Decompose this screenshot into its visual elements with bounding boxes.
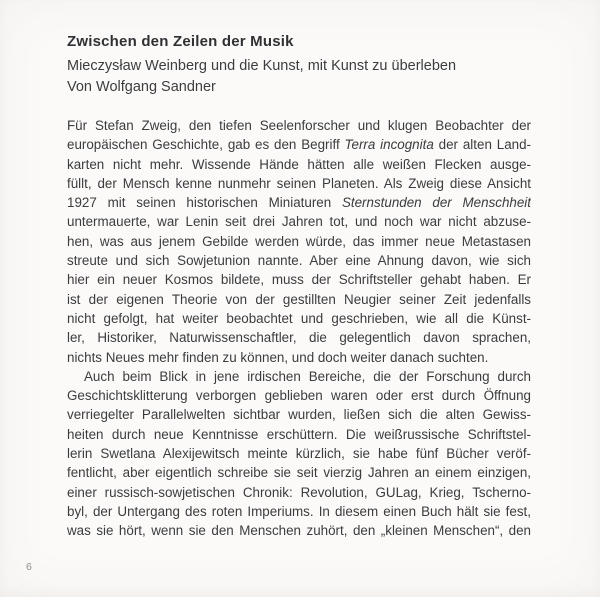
body-line: was sie hört, wenn sie den Menschen zuhört, den „kleinen Menschen“, den [67, 523, 531, 539]
page-number: 6 [26, 561, 32, 573]
body-line: byl, der Untergang des roten Imperiums. In diesem einen Buch hält sie fest, [67, 503, 531, 519]
body-line: lerin Swetlana Alexijewitsch meinte kürzlich, sie habe fünf Bücher veröf- [67, 446, 531, 462]
body-line: nicht gefolgt, hat weiter beobachtet und geschrieben, wie all die Künst- [67, 310, 531, 326]
page-title: Zwischen den Zeilen der Musik [67, 33, 294, 50]
body-line: einer russisch-sowjetischen Chronik: Revolution, GULag, Krieg, Tscherno- [67, 484, 531, 500]
body-line: fentlicht, aber eigentlich schreibe sie seit vierzig Jahren an einem einzigen, [67, 465, 531, 481]
body-line: hier ein neuer Kosmos bildete, muss der Schriftsteller gehabt haben. Er [67, 272, 531, 288]
body-line: verriegelter Parallelwelten sichtbar wurden, ließen sich die alten Gewiss- [67, 407, 531, 423]
body-line: füllt, der Mensch kenne nunmehr seinen Planeten. Als Zweig diese Ansicht [67, 175, 531, 191]
body-line: 1927 mit seinen historischen Miniaturen Sternstunden der Menschheit [67, 195, 531, 211]
body-line: europäischen Geschichte, gab es den Begriff Terra incognita der alten Land- [67, 137, 531, 153]
body-line: ist der eigenen Theorie von der gestillten Neugier seiner Zeit jedenfalls [67, 291, 531, 307]
body-text [67, 116, 531, 541]
byline: Von Wolfgang Sandner [67, 79, 216, 95]
body-line: heiten durch neue Kenntnisse erschüttern. Die weißrussische Schriftstel- [67, 426, 531, 442]
body-line: streute und sich Sowjetunion nannte. Aber eine Ahnung davon, wie sich [67, 253, 531, 269]
body-line: ler, Historiker, Naturwissenschaftler, die gelegentlich davon sprachen, [67, 330, 531, 346]
body-line: Auch beim Blick in jene irdischen Bereiche, die der Forschung durch [84, 368, 531, 384]
subtitle: Mieczysław Weinberg und die Kunst, mit Kunst zu überleben [67, 58, 457, 74]
body-line: nichts Neues mehr finden zu können, und doch weiter danach suchten. [67, 349, 489, 365]
body-line: Für Stefan Zweig, den tiefen Seelenforscher und klugen Beobachter der [67, 118, 531, 133]
body-line: Geschichtsklitterung verborgen geblieben waren oder erst durch Öffnung [67, 388, 531, 404]
body-line: hen, was aus jenem Gebilde werden würde, das immer neue Metastasen [67, 233, 531, 249]
body-line: karten nicht mehr. Wissende Hände hätten alle weißen Flecken ausge- [67, 156, 531, 172]
body-line: untermauerte, war Lenin seit drei Jahren tot, und noch war nicht abzuse- [67, 214, 531, 230]
